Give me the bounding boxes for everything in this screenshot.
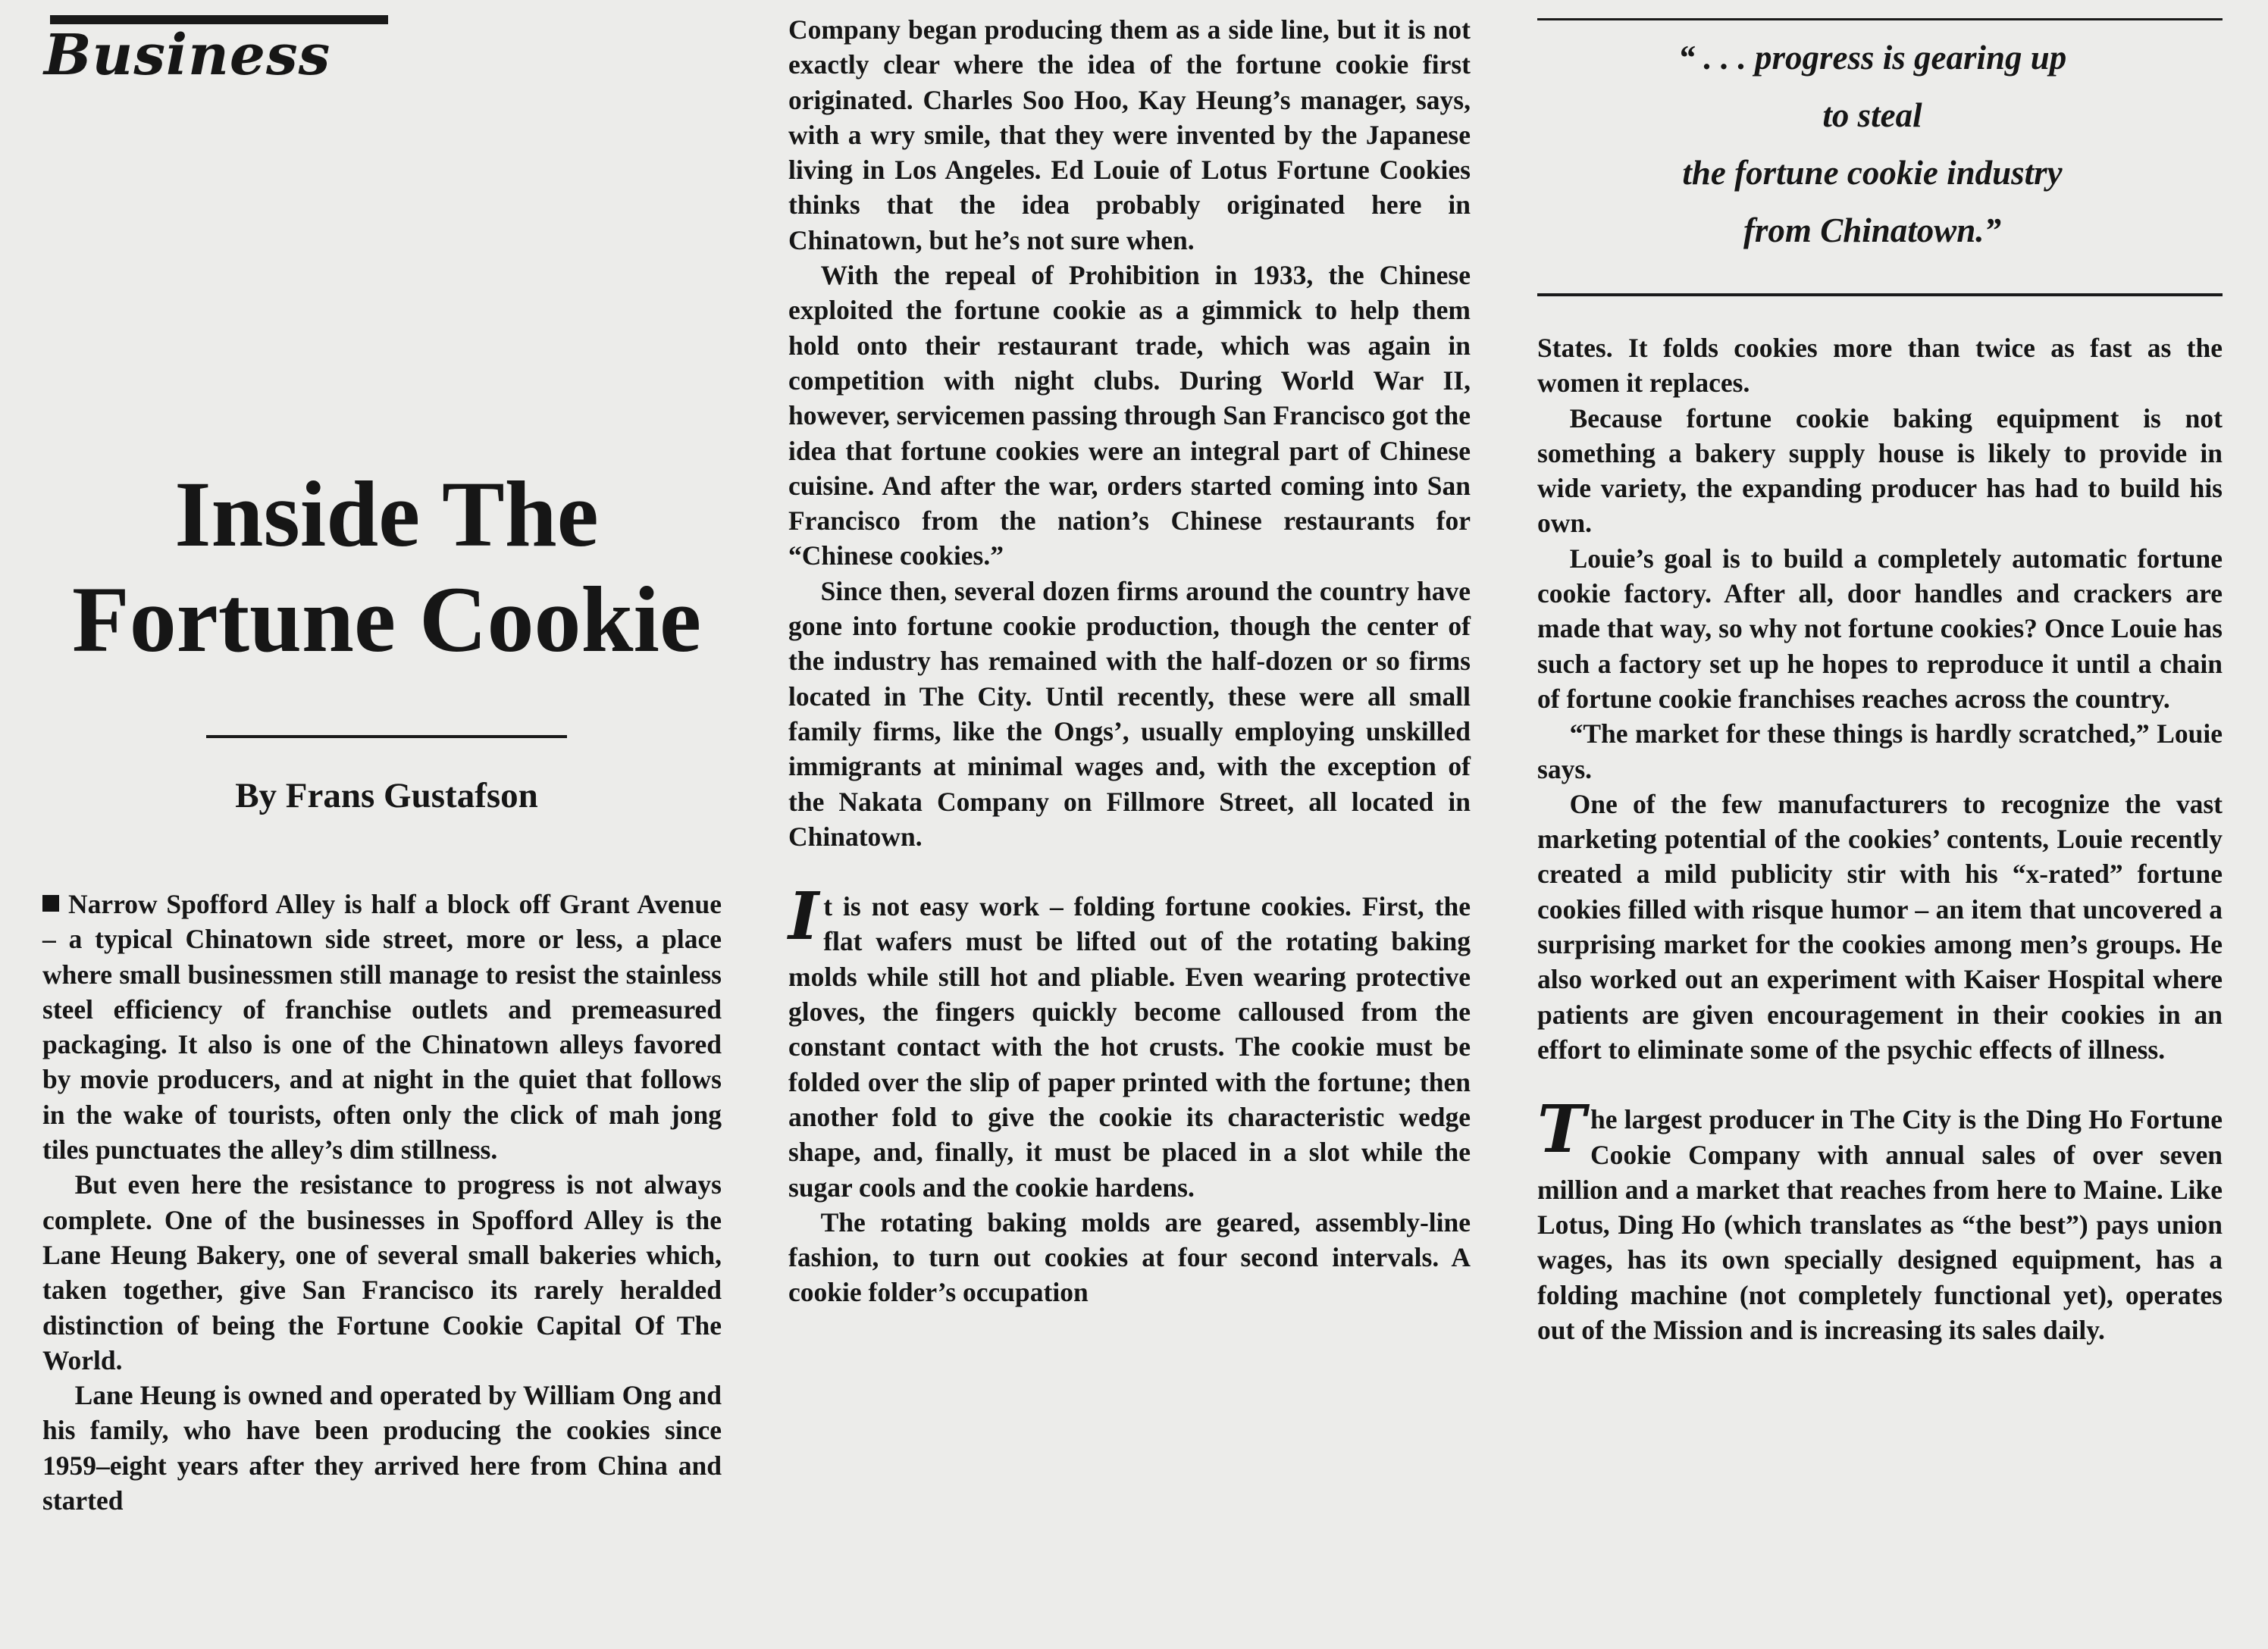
paragraph: Louie’s goal is to build a completely automatic fortune cookie factory. After all, door handles and crackers are made that way, so why not fortune cookies? Once Louie has such a factory set up he hopes to reproduce it until a chain of fortune cookie franchises reaches across the country.: [1537, 543, 2223, 714]
drop-cap: T: [1537, 1091, 1586, 1169]
paragraph: But even here the resistance to progress is not always complete. One of the businesses in Spofford Alley is the Lane Heung Bakery, one of several small bakeries which, taken together, give San Francisco its rarely heralded distinction of being the Fortune Cookie Capital Of The World.: [42, 1169, 722, 1375]
paragraph: Lane Heung is owned and operated by William Ong and his family, who have been producing the cookies since 1959–eight years after they arrived here from China and started: [42, 1380, 722, 1516]
paragraph: [788, 878, 1471, 1205]
paragraph-text: Narrow Spofford Alley is half a block off Grant Avenue – a typical Chinatown side street, more or less, a place where small businessmen still manage to resist the stainless steel efficiency of franchise outlets and premeasured packaging. It also is one of the Chinatown alleys favored by movie producers, and at night in the quiet that follows in the wake of tourists, often only the click of mah jong tiles punctuates the alley’s dim stillness.: [42, 889, 722, 1166]
paragraph: [42, 887, 722, 1167]
pullquote-bottom-rule: [1537, 293, 2223, 296]
section-label: Business: [44, 23, 331, 88]
bullet-square-icon: [42, 895, 59, 912]
paragraph: Because fortune cookie baking equipment is not something a bakery supply house is likely to provide in wide variety, the expanding producer has had to build his own.: [1537, 402, 2223, 539]
pull-quote-line: from Chinatown.”: [1743, 211, 2002, 249]
drop-cap: I: [788, 878, 819, 956]
paragraph-text: he largest producer in The City is the Ding Ho Fortune Cookie Company with annual sales of over seven million and a market that reaches from here to Maine. Like Lotus, Ding Ho (which translates as “the best”) pays union wages, has its own specially designed equipment, has a folding machine (not completely functional yet), operates out of the Mission and is increasing its sales daily.: [1537, 1104, 2223, 1346]
column-3: [1537, 330, 2223, 1347]
paragraph: “The market for these things is hardly scratched,” Louie says.: [1537, 718, 2223, 784]
paragraph: States. It folds cookies more than twice as fast as the women it replaces.: [1537, 333, 2223, 399]
pullquote-top-rule: [1537, 18, 2223, 20]
pull-quote-line: the fortune cookie industry: [1682, 154, 2063, 192]
pull-quote: [1539, 29, 2206, 259]
paragraph: Company began producing them as a side line, but it is not exactly clear where the idea of the fortune cookie first originated. Charles Soo Hoo, Kay Heung’s manager, says, with a wry smile, that they were invented by the Japanese living in Los Angeles. Ed Louie of Lotus Fortune Cookies thinks that the idea probably originated here in Chinatown, but he’s not sure when.: [788, 14, 1471, 255]
headline: Inside The Fortune Cookie: [71, 462, 702, 671]
column-2: [788, 12, 1471, 1310]
column-1: [42, 887, 722, 1518]
paragraph: Since then, several dozen firms around the country have gone into fortune cookie production, though the center of the industry has remained with the half-dozen or so firms located in The City. Until recently, these were all small family firms, like the Ongs’, usually employing unskilled immigrants at minimal wages and, with the exception of the Nakata Company on Fillmore Street, all located in Chinatown.: [788, 575, 1471, 852]
paragraph-text: t is not easy work – folding fortune cookies. First, the flat wafers must be lifted out of the rotating baking molds while still hot and pliable. Even wearing protective gloves, the fingers quickly become calloused from the constant contact with the hot crusts. The cookie must be folded over the slip of paper printed with the fortune; then another fold to give the cookie its characteristic wedge shape, and, finally, it must be placed in a slot while the sugar cools and the cookie hardens.: [788, 891, 1471, 1203]
pull-quote-line: to steal: [1822, 96, 1922, 134]
paragraph: With the repeal of Prohibition in 1933, the Chinese exploited the fortune cookie as a gimmick to help them hold onto their restaurant trade, which was again in competition with night clubs. During World War II, however, servicemen passing through San Francisco got the idea that fortune cookies were an integral part of Chinese cuisine. And after the war, orders started coming into San Francisco from the nation’s Chinese restaurants for “Chinese cookies.”: [788, 260, 1471, 571]
paragraph: [1537, 1091, 2223, 1347]
byline: By Frans Gustafson: [235, 776, 538, 815]
paragraph: One of the few manufacturers to recognize the vast marketing potential of the cookies’ contents, Louie recently created a mild publicity stir with his “x-rated” fortune cookies filled with risque humor – an item that uncovered a surprising market for the cookies among men’s groups. He also worked out an experiment with Kaiser Hospital where patients are given encouragement in their cookies in an effort to eliminate some of the psychic effects of illness.: [1537, 788, 2223, 1065]
headline-rule: [206, 735, 567, 738]
pull-quote-line: “ . . . progress is gearing up: [1678, 39, 2067, 77]
paragraph: The rotating baking molds are geared, assembly-line fashion, to turn out cookies at four second intervals. A cookie folder’s occupation: [788, 1206, 1471, 1308]
